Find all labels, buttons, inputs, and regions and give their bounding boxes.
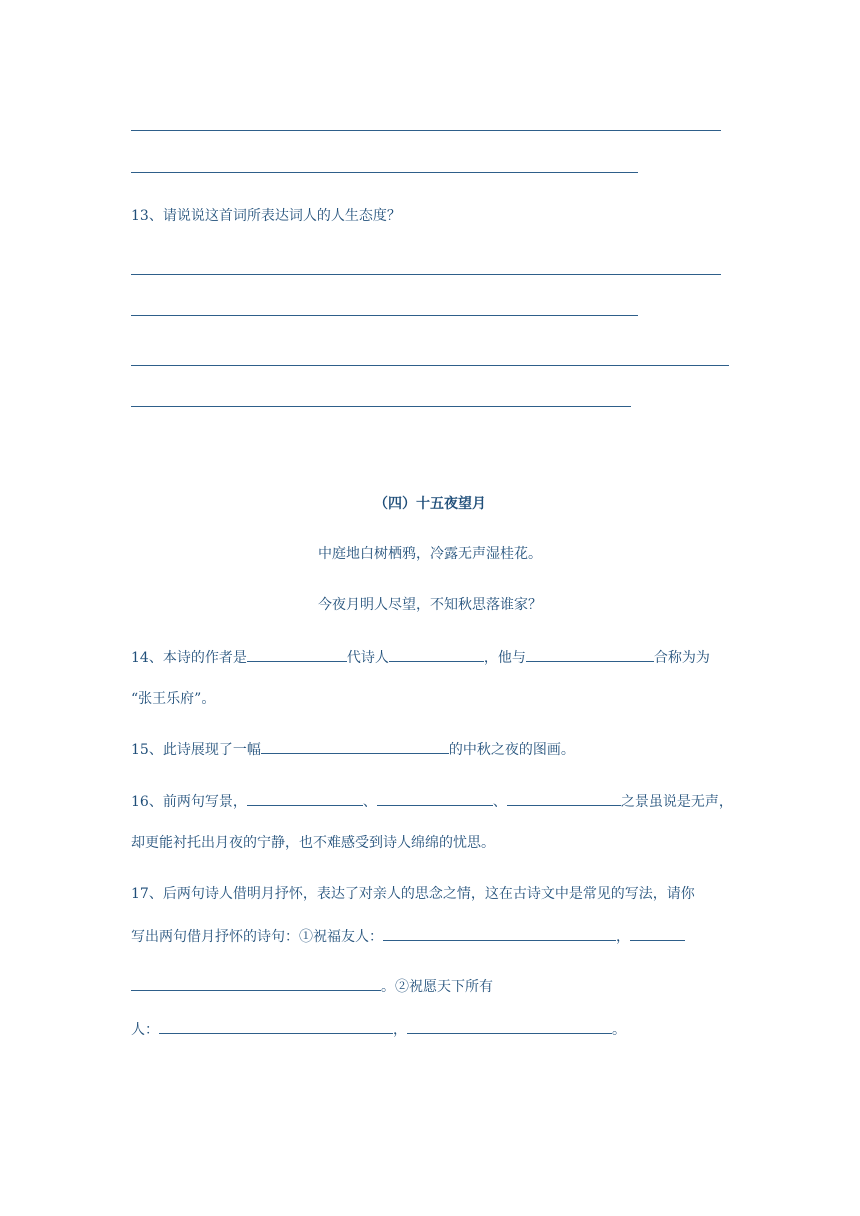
- q15-text-2: 的中秋之夜的图画。: [448, 742, 575, 758]
- poem-title: （四）十五夜望月: [374, 496, 486, 512]
- question-13: 13、请说说这首词所表达词人的人生态度？: [131, 208, 401, 224]
- answer-line: [131, 274, 721, 275]
- q15-blank[interactable]: [261, 739, 449, 754]
- q17-end: 。: [612, 1022, 626, 1038]
- question-15: [131, 739, 575, 760]
- q14-text-3: ，他与: [483, 650, 526, 666]
- q17-text-4: 人：: [131, 1022, 159, 1038]
- answer-line: [131, 406, 631, 407]
- q16-text-1: 16、前两句写景，: [131, 794, 247, 810]
- q17-text-3: 。②祝愿天下所有: [381, 979, 493, 995]
- answer-line: [131, 130, 721, 131]
- q14-blank-poet[interactable]: [389, 647, 484, 662]
- question-16-line-2: 却更能衬托出月夜的宁静，也不难感受到诗人绵绵的忧思。: [131, 835, 495, 851]
- q14-blank-partner[interactable]: [526, 647, 654, 662]
- q16-blank-3[interactable]: [507, 791, 621, 806]
- q17-blank-friend-2a[interactable]: [630, 926, 685, 941]
- q17-comma-1: ，: [616, 929, 630, 945]
- q15-text-1: 15、此诗展现了一幅: [131, 742, 261, 758]
- answer-line: [131, 172, 638, 173]
- q17-comma-2: ，: [393, 1022, 407, 1038]
- q16-blank-2[interactable]: [377, 791, 493, 806]
- q17-blank-all-1[interactable]: [159, 1019, 393, 1034]
- question-17-line-4: [131, 1019, 626, 1040]
- q16-blank-1[interactable]: [247, 791, 363, 806]
- poem-line-2: 今夜月明人尽望，不知秋思落谁家？: [318, 597, 542, 613]
- q14-text-4: 合称为为: [653, 650, 710, 666]
- q17-blank-friend-1[interactable]: [383, 926, 616, 941]
- q17-text-2: 写出两句借月抒怀的诗句：①祝福友人：: [131, 929, 383, 945]
- question-17: 17、后两句诗人借明月抒怀，表达了对亲人的思念之情，这在古诗文中是常见的写法，请你: [131, 886, 695, 902]
- q16-text-2: 之景虽说是无声，: [620, 794, 733, 810]
- q14-text-1: 14、本诗的作者是: [131, 650, 247, 666]
- question-17-line-2: [131, 926, 685, 947]
- answer-line: [131, 365, 729, 366]
- question-14-line-2: “张王乐府”。: [131, 691, 216, 707]
- q17-blank-all-2[interactable]: [407, 1019, 612, 1034]
- question-14: [131, 647, 710, 668]
- q14-blank-dynasty[interactable]: [247, 647, 347, 662]
- poem-line-1: 中庭地白树栖鸦，冷露无声湿桂花。: [318, 546, 542, 562]
- q17-blank-friend-2b[interactable]: [131, 976, 381, 991]
- q16-sep-1: 、: [362, 794, 377, 810]
- question-16: [131, 791, 733, 812]
- question-17-line-3: [131, 976, 493, 997]
- q16-sep-2: 、: [492, 794, 507, 810]
- q14-text-2: 代诗人: [346, 650, 389, 666]
- answer-line: [131, 315, 638, 316]
